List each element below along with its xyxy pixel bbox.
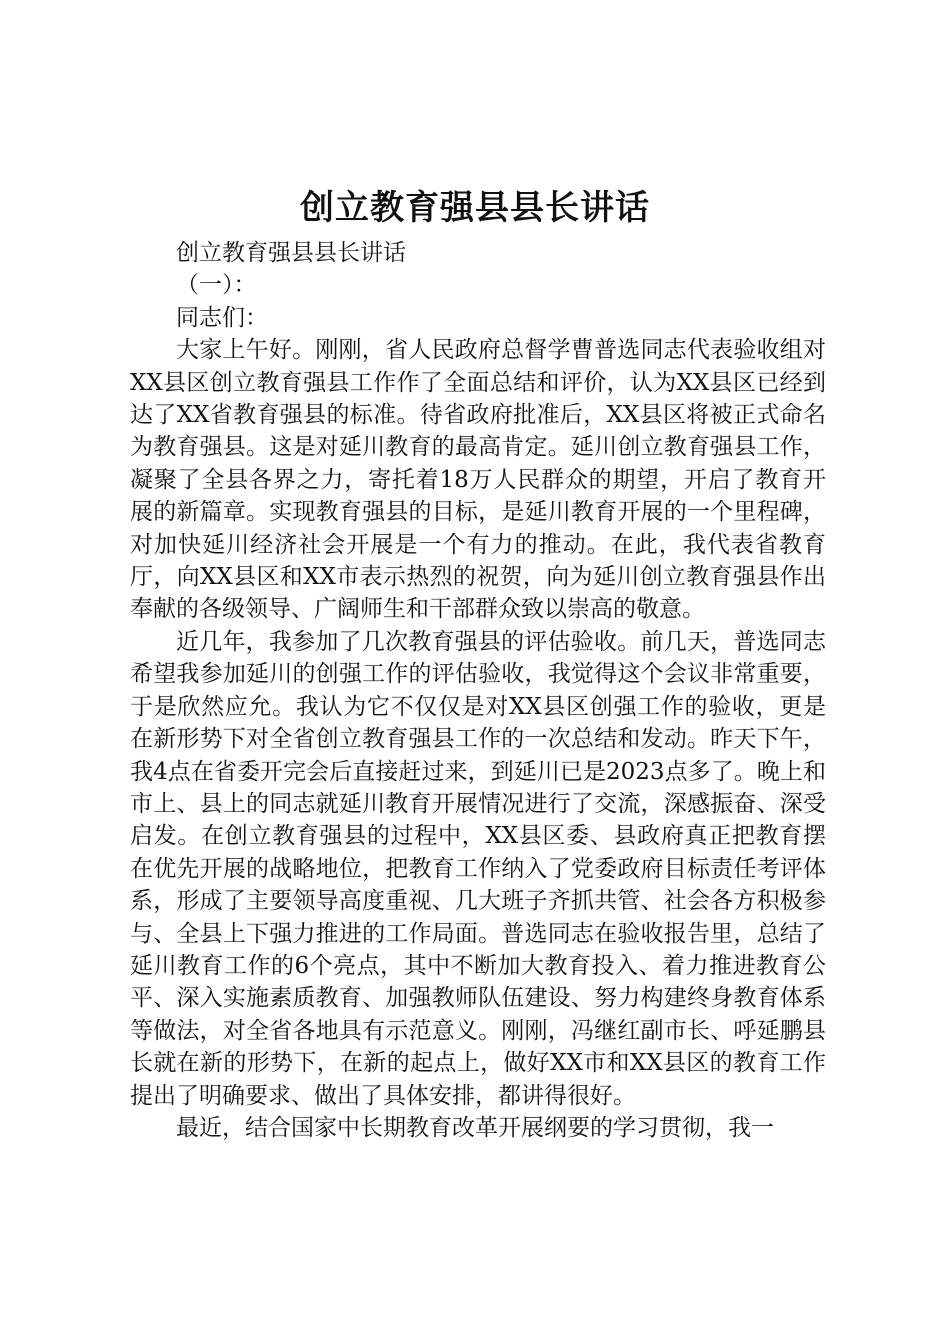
body-paragraph-1: 大家上午好。刚刚，省人民政府总督学曹普选同志代表验收组对XX县区创立教育强县工作作了全面总结和评价，认为XX县区已经到达了XX省教育强县的标准。待省政府批准后，XX县区将被正式命名为教育强县。这是对延川教育的最高肯定。延川创立教育强县工作，凝聚了全县各界之力，寄托着18万人民群众的期望，开启了教育开展的新篇章。实现教育强县的目标，是延川教育开展的一个里程碑，对加快延川经济社会开展是一个有力的推动。在此，我代表省教育厅，向XX县区和XX市表示热烈的祝贺，向为延川创立教育强县作出奉献的各级领导、广阔师生和干部群众致以崇高的敬意。 (130, 337, 826, 623)
body-paragraph-3: 最近，结合国家中长期教育改革开展纲要的学习贯彻，我一 (176, 1114, 774, 1141)
section-label: （一）： (176, 272, 257, 299)
document-title: 创立教育强县县长讲话 (300, 188, 650, 228)
document-subtitle: 创立教育强县县长讲话 (176, 240, 406, 266)
salutation: 同志们： (176, 304, 268, 331)
document-body (130, 237, 826, 1144)
body-paragraph-2: 近几年，我参加了几次教育强县的评估验收。前几天，普选同志希望我参加延川的创强工作的评估验收，我觉得这个会议非常重要，于是欣然应允。我认为它不仅仅是对XX县区创强工作的验收，更是在新形势下对全省创立教育强县工作的一次总结和发动。昨天下午，我4点在省委开完会后直接赶过来，到延川已是2023点多了。晚上和市上、县上的同志就延川教育开展情况进行了交流，深感振奋、深受启发。在创立教育强县的过程中，XX县区委、县政府真正把教育摆在优先开展的战略地位，把教育工作纳入了党委政府目标责任考评体系，形成了主要领导高度重视、几大班子齐抓共管、社会各方积极参与、全县上下强力推进的工作局面。普选同志在验收报告里，总结了延川教育工作的6个亮点，其中不断加大教育投入、着力推进教育公平、深入实施素质教育、加强教师队伍建设、努力构建终身教育体系等做法，对全省各地具有示范意义。刚刚，冯继红副市长、呼延鹏县长就在新的形势下，在新的起点上，做好XX市和XX县区的教育工作提出了明确要求、做出了具体安排，都讲得很好。 (130, 628, 826, 1109)
